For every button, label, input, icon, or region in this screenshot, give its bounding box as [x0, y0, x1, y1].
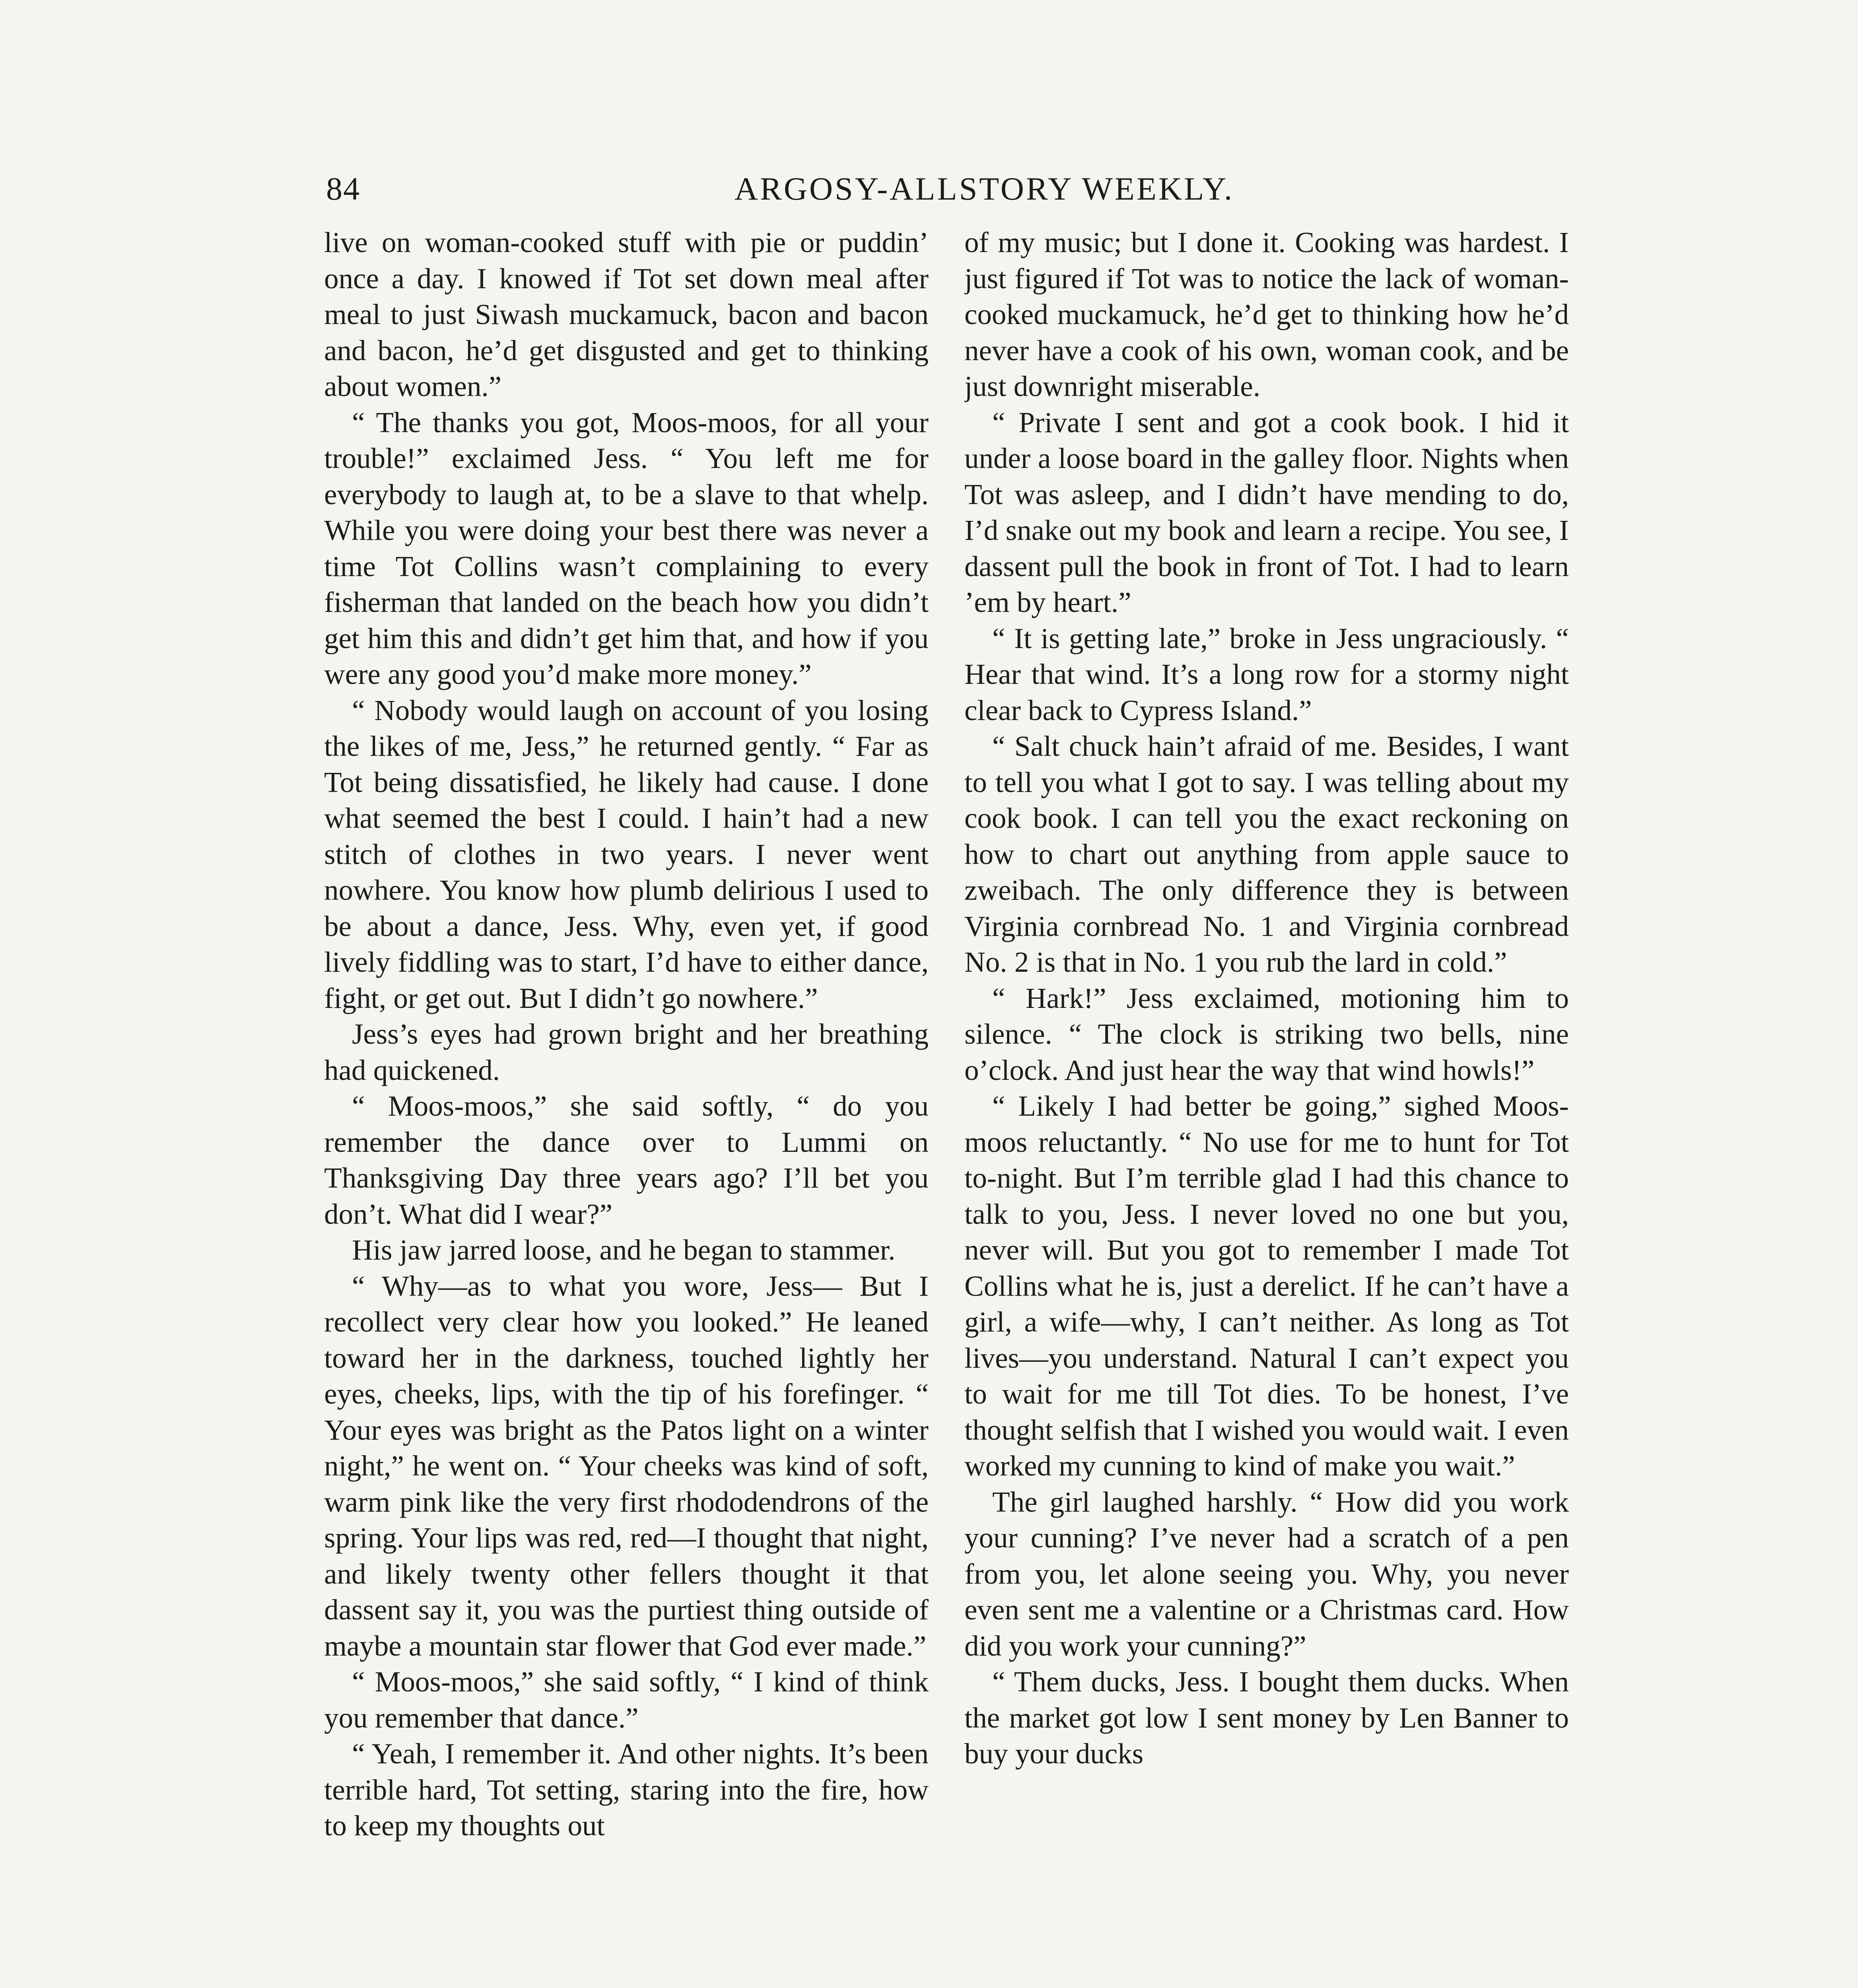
paragraph: “ Salt chuck hain’t afraid of me. Besides, I want to tell you what I got to say. I was telling about my cook book. I can tell you the exact reckoning on how to chart out anything from apple sauce to zweibach. The only difference they is between Virginia cornbread No. 1 and Virginia cornbread No. 2 is that in No. 1 you rub the lard in cold.”: [964, 730, 1569, 978]
paragraph: “ Yeah, I remember it. And other nights. It’s been terrible hard, Tot setting, staring into the fire, how to keep my thoughts out: [324, 1738, 929, 1842]
paragraph: The girl laughed harshly. “ How did you work your cunning? I’ve never had a scratch of a pen from you, let alone seeing you. Why, you never even sent me a valentine or a Christmas card. How did you work your cunning?”: [964, 1485, 1569, 1662]
paragraph: of my music; but I done it. Cooking was hardest. I just figured if Tot was to notice the lack of woman-cooked muckamuck, he’d get to thinking how he’d never have a cook of his own, woman cook, and be just downright miserable.: [964, 226, 1569, 402]
running-head: ARGOSY-ALLSTORY WEEKLY.: [734, 171, 1234, 207]
paragraph: His jaw jarred loose, and he began to stammer.: [352, 1234, 896, 1266]
paragraph: “ It is getting late,” broke in Jess ungraciously. “ Hear that wind. It’s a long row for a stormy night clear back to Cypress Island.”: [964, 622, 1569, 726]
paragraph: “ Moos-moos,” she said softly, “ do you remember the dance over to Lummi on Thanksgiving Day three years ago? I’ll bet you don’t. What did I wear?”: [324, 1090, 929, 1230]
paragraph: live on woman-cooked stuff with pie or puddin’ once a day. I knowed if Tot set down meal after meal to just Siwash muckamuck, bacon and bacon and bacon, he’d get disgusted and get to thinking about women.”: [324, 226, 929, 402]
right-column: [964, 225, 1569, 1988]
paragraph: “ Hark!” Jess exclaimed, motioning him to silence. “ The clock is striking two bells, nine o’clock. And just hear the way that wind howls!”: [964, 982, 1569, 1086]
paragraph: “ The thanks you got, Moos-moos, for all your trouble!” exclaimed Jess. “ You left me for everybody to laugh at, to be a slave to that whelp. While you were doing your best there was never a time Tot Collins wasn’t complaining to every fisherman that landed on the beach how you didn’t get him this and didn’t get him that, and how if you were any good you’d make more money.”: [324, 406, 929, 690]
paragraph: “ Likely I had better be going,” sighed Moos-moos reluctantly. “ No use for me to hunt for Tot to-night. But I’m terrible glad I had this chance to talk to you, Jess. I never loved no one but you, never will. But you got to remember I made Tot Collins what he is, just a derelict. If he can’t have a girl, a wife—why, I can’t neither. As long as Tot lives—you understand. Natural I can’t expect you to wait for me till Tot dies. To be honest, I’ve thought selfish that I wished you would wait. I even worked my cunning to kind of make you wait.”: [964, 1090, 1569, 1482]
left-column: [324, 225, 929, 1988]
paragraph: “ Why—as to what you wore, Jess— But I recollect very clear how you looked.” He leaned toward her in the darkness, touched lightly her eyes, cheeks, lips, with the tip of his forefinger. “ Your eyes was bright as the Patos light on a winter night,” he went on. “ Your cheeks was kind of soft, warm pink like the very first rhododendrons of the spring. Your lips was red, red—I thought that night, and likely twenty other fellers thought it that dassent say it, you was the purtiest thing outside of maybe a mountain star flower that God ever made.”: [324, 1270, 929, 1662]
paragraph: “ Them ducks, Jess. I bought them ducks. When the market got low I sent money by Len Banner to buy your ducks: [964, 1666, 1569, 1770]
page-number: 84: [326, 171, 360, 207]
paragraph: “ Nobody would laugh on account of you losing the likes of me, Jess,” he returned gently. “ Far as Tot being dissatisfied, he likely had cause. I done what seemed the best I could. I hain’t had a new stitch of clothes in two years. I never went nowhere. You know how plumb delirious I used to be about a dance, Jess. Why, even yet, if good lively fiddling was to start, I’d have to either dance, fight, or get out. But I didn’t go nowhere.”: [324, 694, 929, 1014]
paragraph: “ Moos-moos,” she said softly, “ I kind of think you remember that dance.”: [324, 1666, 929, 1734]
paragraph: “ Private I sent and got a cook book. I hid it under a loose board in the galley floor. Nights when Tot was asleep, and I didn’t have mending to do, I’d snake out my book and learn a recipe. You see, I dassent pull the book in front of Tot. I had to learn ’em by heart.”: [964, 406, 1569, 618]
paragraph: Jess’s eyes had grown bright and her breathing had quickened.: [324, 1018, 929, 1086]
